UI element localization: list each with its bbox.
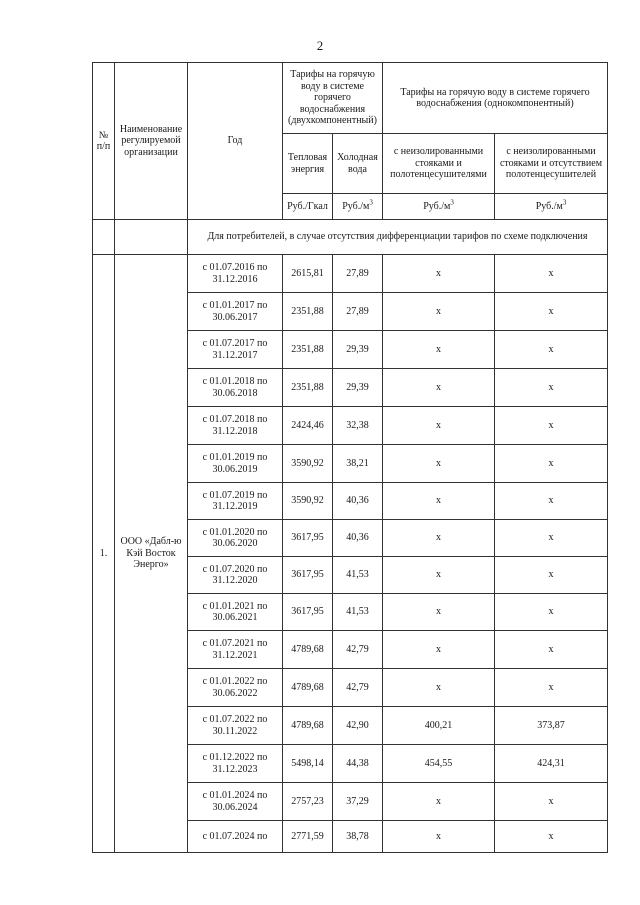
cold-value: 41,53 [333,594,383,631]
non-insulated-no-towel-value: х [495,520,608,557]
non-insulated-no-towel-value: х [495,557,608,594]
heat-value: 2351,88 [283,293,333,331]
period-cell: с 01.12.2022 по 31.12.2023 [188,745,283,783]
cold-value: 42,90 [333,707,383,745]
non-insulated-no-towel-value: 373,87 [495,707,608,745]
unit-rub-m3-a-text: Руб./м [423,200,451,212]
section-empty-org [115,220,188,255]
non-insulated-no-towel-value: х [495,255,608,293]
period-cell: с 01.01.2021 по 30.06.2021 [188,594,283,631]
header-col-num: № п/п [93,63,115,220]
heat-value: 2757,23 [283,783,333,821]
non-insulated-value: 454,55 [383,745,495,783]
non-insulated-no-towel-value: х [495,483,608,520]
non-insulated-no-towel-value: х [495,631,608,669]
non-insulated-no-towel-value: х [495,783,608,821]
heat-value: 3617,95 [283,594,333,631]
period-cell: с 01.07.2016 по 31.12.2016 [188,255,283,293]
cold-value: 42,79 [333,631,383,669]
heat-value: 3590,92 [283,483,333,520]
non-insulated-value: х [383,821,495,853]
period-cell: с 01.01.2019 по 30.06.2019 [188,445,283,483]
non-insulated-value: 400,21 [383,707,495,745]
table-row [93,255,608,293]
header-col-org: Наименование регулируемой организации [115,63,188,220]
non-insulated-no-towel-value: х [495,331,608,369]
non-insulated-value: х [383,369,495,407]
unit-rub-m3-a [383,194,495,220]
non-insulated-value: х [383,483,495,520]
header-row-1 [93,63,608,134]
cold-value: 42,79 [333,669,383,707]
non-insulated-value: х [383,407,495,445]
unit-cold [333,194,383,220]
heat-value: 3617,95 [283,557,333,594]
organization-name: ООО «Дабл-ю Кэй Восток Энерго» [115,255,188,853]
heat-value: 4789,68 [283,707,333,745]
period-cell: с 01.01.2017 по 30.06.2017 [188,293,283,331]
section-title: Для потребителей, в случае отсутствия дифференциации тарифов по схеме подключения [188,220,608,255]
cold-value: 40,36 [333,483,383,520]
non-insulated-no-towel-value: 424,31 [495,745,608,783]
heat-value: 2615,81 [283,255,333,293]
non-insulated-no-towel-value: х [495,594,608,631]
heat-value: 2351,88 [283,369,333,407]
heat-value: 2771,59 [283,821,333,853]
non-insulated-no-towel-value: х [495,821,608,853]
cold-value: 40,36 [333,520,383,557]
period-cell: с 01.01.2018 по 30.06.2018 [188,369,283,407]
header-col-heat: Тепловая энергия [283,134,333,194]
unit-cold-text: Руб./м [342,200,370,212]
cold-value: 41,53 [333,557,383,594]
row-number: 1. [93,255,115,853]
non-insulated-value: х [383,445,495,483]
non-insulated-value: х [383,255,495,293]
heat-value: 3590,92 [283,445,333,483]
header-col-non-insulated: с неизолированными стояками и полотенцесушителями [383,134,495,194]
unit-heat: Руб./Гкал [283,194,333,220]
non-insulated-value: х [383,557,495,594]
cold-value: 27,89 [333,293,383,331]
section-empty-num [93,220,115,255]
header-col-non-insulated-no-towel: с неизолированными стояками и отсутствием полотенцесушителей [495,134,608,194]
period-cell: с 01.07.2019 по 31.12.2019 [188,483,283,520]
unit-rub-m3-b-text: Руб./м [535,200,563,212]
page-number: 2 [316,38,324,53]
non-insulated-value: х [383,331,495,369]
non-insulated-no-towel-value: х [495,445,608,483]
cold-value: 32,38 [333,407,383,445]
heat-value: 2351,88 [283,331,333,369]
cold-value: 27,89 [333,255,383,293]
period-cell: с 01.07.2018 по 31.12.2018 [188,407,283,445]
non-insulated-value: х [383,594,495,631]
non-insulated-no-towel-value: х [495,407,608,445]
unit-cold-sup: 3 [369,198,373,207]
period-cell: с 01.01.2020 по 30.06.2020 [188,520,283,557]
heat-value: 4789,68 [283,669,333,707]
non-insulated-value: х [383,293,495,331]
period-cell: с 01.01.2022 по 30.06.2022 [188,669,283,707]
header-col-cold: Холодная вода [333,134,383,194]
non-insulated-value: х [383,520,495,557]
section-row [93,220,608,255]
heat-value: 3617,95 [283,520,333,557]
heat-value: 4789,68 [283,631,333,669]
period-cell: с 01.07.2020 по 31.12.2020 [188,557,283,594]
period-cell: с 01.01.2024 по 30.06.2024 [188,783,283,821]
tariff-table [92,62,608,853]
period-cell: с 01.07.2017 по 31.12.2017 [188,331,283,369]
heat-value: 5498,14 [283,745,333,783]
cold-value: 37,29 [333,783,383,821]
cold-value: 44,38 [333,745,383,783]
non-insulated-no-towel-value: х [495,293,608,331]
cold-value: 29,39 [333,331,383,369]
cold-value: 38,78 [333,821,383,853]
non-insulated-value: х [383,783,495,821]
non-insulated-no-towel-value: х [495,669,608,707]
header-one-component: Тарифы на горячую воду в системе горячего водоснабжения (однокомпонентный) [383,63,608,134]
cold-value: 29,39 [333,369,383,407]
period-cell: с 01.07.2022 по 30.11.2022 [188,707,283,745]
non-insulated-value: х [383,669,495,707]
non-insulated-value: х [383,631,495,669]
header-two-component: Тарифы на горячую воду в системе горячего водоснабжения (двухкомпонентный) [283,63,383,134]
period-cell: с 01.07.2021 по 31.12.2021 [188,631,283,669]
period-cell: с 01.07.2024 по [188,821,283,853]
non-insulated-no-towel-value: х [495,369,608,407]
heat-value: 2424,46 [283,407,333,445]
unit-rub-m3-b-sup: 3 [562,198,567,207]
unit-rub-m3-a-sup: 3 [450,198,454,207]
header-col-year: Год [188,63,283,220]
unit-rub-m3-b [495,194,608,220]
cold-value: 38,21 [333,445,383,483]
